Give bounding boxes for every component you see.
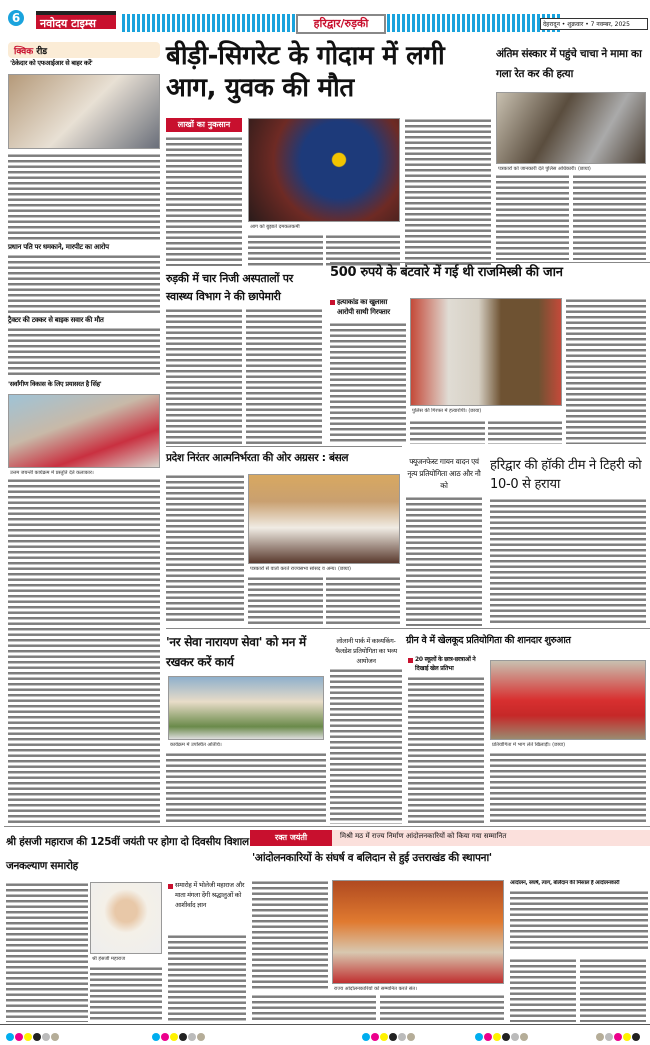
fire-photo [248, 118, 400, 222]
press-photo [248, 474, 400, 564]
photo-caption: उत्तम जयन्ती कार्यक्रम में प्रस्तुति देते कलाकार। [10, 470, 94, 476]
hansji-subhead: समारोह में भोलेजी महाराज और माता मंगला देंगी श्रद्धालुओं को आशीर्वाद ज्ञान [175, 881, 245, 909]
divider [166, 446, 402, 447]
article-text [330, 322, 406, 442]
masthead [0, 6, 650, 38]
andolan-kicker-band [250, 830, 650, 846]
article-text [580, 958, 646, 1022]
rajmistri-headline: 500 रुपये के बंटवारे में गई थी राजमिस्त्री की जान [330, 265, 563, 280]
photo-caption: कार्यक्रम में उपस्थित अतिथि। [170, 742, 222, 748]
article-text [248, 576, 323, 626]
article-text [166, 474, 244, 624]
andolan-kicker: मिश्री मठ में राज्य निर्माण आंदोलनकारियों को किया गया सम्मानित [340, 832, 507, 840]
divider [330, 262, 650, 263]
article-text [496, 174, 569, 260]
bansal-headline: प्रदेश निरंतर आत्मनिर्भरता की ओर अग्रसर : बंसल [166, 452, 349, 464]
photo-caption: पत्रकारों से वार्ता करते राज्यसभा सांसद व अन्य। (छाया) [250, 566, 351, 572]
dance-photo [8, 394, 160, 468]
photo-caption: प्रतियोगिता में भाग लेते खिलाड़ी। (छाया) [492, 742, 566, 748]
article-text [6, 882, 88, 1022]
registration-marks [0, 1024, 650, 1034]
andolan-headline: 'आंदोलनकारियों के संघर्ष व बलिदान से हुई उत्तराखंड की स्थापना' [252, 852, 492, 864]
photo-caption: राज्य आंदोलनकारियों को सम्मानित करते संत। [334, 986, 418, 992]
brief-headline: 'सर्वांगीण विकास के लिए प्रयासरत है सिंह' [8, 380, 102, 388]
article-text [246, 308, 322, 444]
section-label: हरिद्वार/रुड़की [296, 14, 386, 34]
article-text [166, 752, 326, 824]
article-text [410, 420, 485, 444]
greenway-headline: ग्रीन वे में खेलकूद प्रतियोगिता की शानदार शुरुआत [406, 635, 571, 646]
article-text [488, 420, 562, 444]
article-text [510, 958, 576, 1022]
brief-text [8, 327, 160, 377]
rajmistri-subhead: हत्याकांड का खुलासा आरोपी साथी गिरफ्तार [337, 298, 390, 316]
divider [166, 628, 650, 629]
hockey-headline: हरिद्वार की हॉकी टीम ने टिहरी को 10-0 से हराया [490, 458, 642, 492]
fusion-headline: फ्यूजनफेस्ट गायन वादन एवं नृत्य प्रतियोगिता आठ और नौ को [407, 457, 481, 490]
nar-seva-headline: 'नर सेवा नारायण सेवा' को मन में रखकर करें कार्य [166, 635, 306, 669]
article-text [408, 676, 484, 824]
article-text [252, 880, 328, 990]
lead-text [405, 118, 491, 266]
photo-caption: पत्रकारों को जानकारी देते पुलिस अधिकारी। (छाया) [498, 166, 591, 172]
lead-text [166, 136, 242, 266]
brief-text [8, 254, 160, 314]
andolan-side-headline: आंदोलन, संघर्ष, त्याग, बलिदान की मिसाल हैं आंदोलनकारी [510, 880, 620, 886]
photo-caption: पुलिस की गिरफ्त में हत्यारोपी। (छाया) [412, 408, 482, 414]
red-bullet-icon [330, 300, 335, 305]
article-text [490, 498, 646, 626]
hansji-headline: श्री हंसजी महाराज की 125वीं जयंती पर होगा दो दिवसीय विशाल जनकल्याण समारोह [6, 836, 249, 872]
article-text [510, 890, 648, 950]
article-text [168, 934, 246, 1022]
quick-read-label: क्विक [14, 47, 34, 57]
hospital-headline: रुड़की में चार निजी अस्पतालों पर स्वास्थ्य विभाग ने की छापेमारी [166, 272, 293, 303]
article-text [380, 994, 504, 1022]
brief-text [8, 153, 160, 241]
sports-photo [490, 660, 646, 740]
police-photo [496, 92, 646, 164]
article-text [90, 966, 162, 1022]
brief-headline: प्रधान पति पर धमकाने, मारपीट का आरोप [8, 243, 109, 251]
divider [4, 826, 650, 827]
lead-text [248, 234, 323, 266]
hansji-photo [90, 882, 162, 954]
page-number: 6 [8, 10, 24, 26]
photo-caption: आग को बुझाते दमकलकर्मी [250, 224, 300, 230]
quick-read-label-b: रीड [36, 47, 48, 57]
andolan-tag: रक्त जयंती [250, 830, 332, 846]
article-text [406, 496, 482, 626]
red-bullet-icon [408, 658, 413, 663]
article-text [490, 752, 646, 824]
brief-photo [8, 74, 160, 149]
greenway-subhead: 20 स्कूलों के छात्र-छात्राओं ने दिखाई खेल प्रतिभा [415, 656, 476, 672]
photo-caption: श्री हंसजी महाराज [92, 956, 126, 962]
brief-headline: ट्रैक्टर की टक्कर से बाइक सवार की मौत [8, 316, 104, 324]
lead-tag: लाखों का नुकसान [166, 118, 242, 132]
edition-date: देहरादून • शुक्रवार • 7 नवम्बर, 2025 [540, 18, 648, 30]
article-text [8, 478, 160, 823]
event-photo [168, 676, 324, 740]
red-bullet-icon [168, 884, 173, 889]
park-headline: लोलानी पार्क में काव्यकिंग-फैलडेश प्रतियोगिता का भव्य आयोजन [335, 637, 397, 665]
quick-read-box [8, 42, 160, 58]
article-text [566, 298, 646, 444]
article-text [573, 174, 646, 260]
arrest-photo [410, 298, 562, 406]
murder-headline: अंतिम संस्कार में पहुंचे चाचा ने मामा का गला रेत कर की हत्या [496, 48, 642, 80]
article-text [330, 668, 402, 824]
andolan-photo [332, 880, 504, 984]
logo: नवोदय टाइम्स [36, 11, 116, 29]
article-text [166, 308, 242, 444]
brief-headline: 'ठेकेदार को एफआईआर से बाहर करें' [10, 59, 93, 67]
lead-headline: बीड़ी-सिगरेट के गोदाम में लगी आग, युवक की मौत [166, 41, 445, 103]
article-text [326, 576, 400, 626]
article-text [252, 994, 376, 1022]
